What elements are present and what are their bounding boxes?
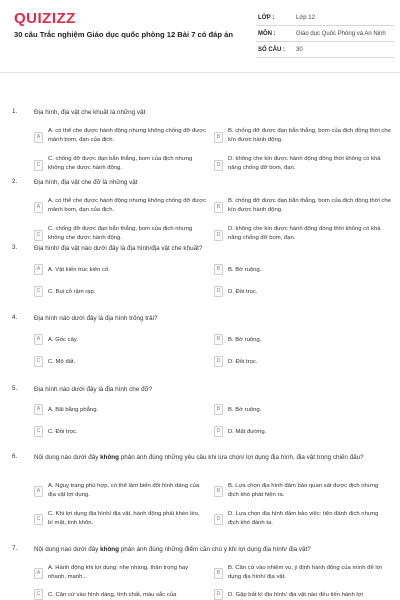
question-text-post: phản ánh đúng những yêu cầu khi lựa chọn/ lợi dụng địa hình, địa vật trong chiến đấu? <box>119 454 364 461</box>
option-letter: C <box>34 286 43 297</box>
option-text: B. Bờ ruộng. <box>228 407 262 413</box>
option-text: A. Hành động khi lợi dụng: nhẹ nhàng, thận trọng hay nhanh, mạnh... <box>48 565 189 580</box>
option-a[interactable] <box>34 126 214 150</box>
option-letter: D <box>214 589 223 600</box>
option-text: C. chống đỡ được đạn bắn thẳng, bom của địch nhưng không che được hành động. <box>48 156 193 171</box>
option-text: C. chống đỡ được đạn bắn thẳng, bom của địch nhưng không che được hành động. <box>48 226 193 241</box>
option-text: A. Vật kiến trúc kiên cố. <box>48 267 110 273</box>
option-letter: D <box>214 160 223 171</box>
meta-key: SỐ CÂU : <box>258 47 285 53</box>
meta-key: LỚP : <box>258 15 275 21</box>
meta-key: MÔN : <box>258 31 276 37</box>
option-text: A. Gốc cây. <box>48 337 79 343</box>
question-number: 3. <box>12 244 18 251</box>
option-b[interactable] <box>214 563 394 587</box>
question-text <box>34 453 384 462</box>
meta-value: 30 <box>296 47 303 53</box>
option-letter: B <box>214 334 223 345</box>
question-number: 6. <box>12 453 18 460</box>
option-letter: C <box>34 426 43 437</box>
option-letter: D <box>214 514 223 525</box>
option-letter: A <box>34 264 43 275</box>
option-text: A. Nguỵ trang phù hợp, có thể làm biến đổi hình dáng của địa vật lợi dụng. <box>48 483 200 498</box>
quizizz-logo: QUIZIZZ <box>14 10 76 27</box>
option-letter: B <box>214 132 223 143</box>
option-letter: D <box>214 356 223 367</box>
option-a[interactable] <box>34 334 214 348</box>
option-letter: A <box>34 486 43 497</box>
option-letter: D <box>214 230 223 241</box>
option-c[interactable] <box>34 356 214 370</box>
meta-value: Lớp 12 <box>296 15 315 21</box>
question-text: Địa hình, địa vật che khuất là những vật <box>34 109 146 116</box>
option-d[interactable] <box>214 286 394 300</box>
question-text-post: phản ánh đúng những điểm cần chú ý khi lợi dụng địa hình/ địa vật? <box>119 546 311 553</box>
option-text: A. Bãi bằng phẳng. <box>48 407 99 413</box>
question-number: 1. <box>12 108 18 115</box>
option-text: C. Bụi cỏ rậm rạp. <box>48 289 96 295</box>
option-a[interactable] <box>34 404 214 418</box>
meta-value: Giáo dục Quốc Phòng và An Ninh <box>296 31 386 37</box>
option-text: A. có thể che được hành động nhưng không chống đỡ được mảnh bom, đạn của địch. <box>48 128 207 143</box>
option-a[interactable] <box>34 563 214 587</box>
option-text: C. Khi lợi dụng địa hình/ địa vật, hành động phải khéo léo, bí mật, tinh khôn. <box>48 511 200 526</box>
header-divider <box>0 72 400 73</box>
question-number: 5. <box>12 385 18 392</box>
option-letter: B <box>214 568 223 579</box>
option-text: B. chống đỡ được đạn bắn thẳng, bom của địch đồng thời che kín được hành động. <box>228 198 391 213</box>
question-number: 7. <box>12 545 18 552</box>
option-a[interactable] <box>34 264 214 278</box>
option-d[interactable] <box>214 509 394 533</box>
question-text-emphasis: không <box>100 546 119 553</box>
option-c[interactable] <box>34 154 214 178</box>
option-c[interactable] <box>34 426 214 440</box>
option-a[interactable] <box>34 481 214 505</box>
document-title: 30 câu Trắc nghiệm Giáo dục quốc phòng 12 Bài 7 có đáp án <box>14 30 234 39</box>
option-letter: C <box>34 589 43 600</box>
option-b[interactable] <box>214 264 394 278</box>
option-letter: B <box>214 486 223 497</box>
option-text: B. Bờ ruộng. <box>228 267 262 273</box>
option-letter: A <box>34 334 43 345</box>
option-b[interactable] <box>214 334 394 348</box>
option-text: D. Lựa chọn địa hình đảm bảo việc: tiện đánh địch nhưng địch khó đánh ta. <box>228 511 379 526</box>
option-text: D. Đồi trọc. <box>228 359 258 365</box>
option-d[interactable] <box>214 356 394 370</box>
option-letter: C <box>34 230 43 241</box>
option-letter: B <box>214 264 223 275</box>
option-letter: C <box>34 356 43 367</box>
question-text: Địa hình/ địa vật nào dưới đây là địa hình/địa vật che khuất? <box>34 245 203 252</box>
question-text: Địa hình nào dưới đây là địa hình che đỡ? <box>34 386 153 393</box>
option-text: C. Mô đất. <box>48 359 76 365</box>
question-number: 2. <box>12 178 18 185</box>
question-text-pre: Nội dung nào dưới đây <box>34 546 101 553</box>
question-text: Địa hình, địa vật che đỡ là những vật <box>34 179 138 186</box>
question-text: Địa hình nào dưới đây là địa hình trống trải? <box>34 315 158 322</box>
option-text: D. không che kín được hành động đồng thời không có khả năng chống đỡ bom, đạn. <box>228 226 381 241</box>
option-d[interactable] <box>214 154 394 178</box>
option-text: D. không che kín được hành động đồng thời không có khả năng chống đỡ bom, đạn. <box>228 156 381 171</box>
option-b[interactable] <box>214 196 394 220</box>
option-text: B. Bờ ruộng. <box>228 337 262 343</box>
option-letter: B <box>214 404 223 415</box>
option-letter: A <box>34 568 43 579</box>
option-text: A. có thể che được hành động nhưng không chống đỡ được mảnh bom, đạn của địch. <box>48 198 207 213</box>
option-text: C. Đồi trọc. <box>48 429 78 435</box>
question-text-pre: Nội dung nào dưới đây <box>34 454 101 461</box>
option-letter: B <box>214 202 223 213</box>
question-text <box>34 545 384 554</box>
option-c[interactable] <box>34 286 214 300</box>
option-letter: C <box>34 160 43 171</box>
option-text: B. Lựa chọn địa hình đảm bảo quan sát được địch nhưng địch khó phát hiện ra. <box>228 483 379 498</box>
question-text-emphasis: không <box>100 454 119 461</box>
option-letter: D <box>214 286 223 297</box>
option-letter: A <box>34 404 43 415</box>
option-text: D. Gặp bất kì địa hình/ địa vật nào đều tiến hành lợi <box>228 592 363 598</box>
option-letter: D <box>214 426 223 437</box>
meta-row-subject <box>256 26 394 42</box>
option-letter: A <box>34 202 43 213</box>
option-d[interactable] <box>214 589 394 600</box>
option-c[interactable] <box>34 589 214 600</box>
document-header <box>0 0 400 66</box>
option-b[interactable] <box>214 404 394 418</box>
option-c[interactable] <box>34 509 214 533</box>
option-letter: C <box>34 514 43 525</box>
meta-table <box>256 10 394 58</box>
option-text: B. Căn cứ vào nhiệm vụ, ý định hành động của mình để lợi dụng địa hình/ địa vật. <box>228 565 382 580</box>
option-a[interactable] <box>34 196 214 220</box>
option-b[interactable] <box>214 126 394 150</box>
option-text: B. chống đỡ được đạn bắn thẳng, bom của địch đồng thời che kín được hành động. <box>228 128 391 143</box>
question-number: 4. <box>12 314 18 321</box>
meta-row-class <box>256 10 394 26</box>
option-text: D. Đồi trọc. <box>228 289 258 295</box>
option-text: D. Mặt đường. <box>228 429 267 435</box>
option-b[interactable] <box>214 481 394 505</box>
meta-row-count <box>256 42 394 58</box>
option-letter: A <box>34 132 43 143</box>
option-text: C. Căn cứ vào hình dáng, tính chất, màu sắc của <box>48 592 177 598</box>
option-d[interactable] <box>214 426 394 440</box>
